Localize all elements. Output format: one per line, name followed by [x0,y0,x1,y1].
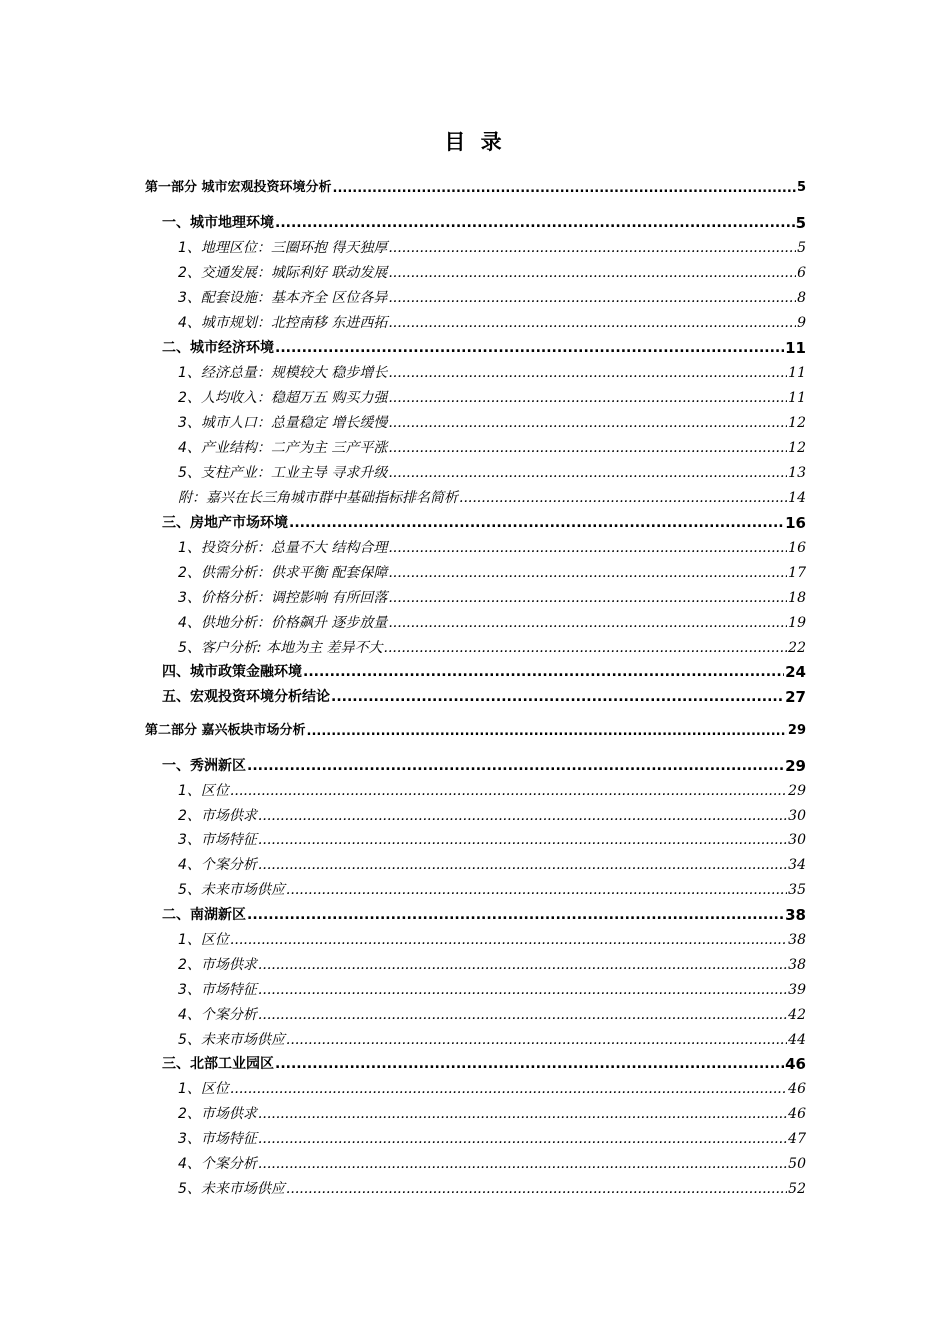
toc-page-number: 30 [788,832,806,848]
toc-dot-leader [388,438,787,458]
toc-page-number: 46 [788,1081,806,1097]
toc-entry-title: 2、市场供求 [178,1106,257,1122]
toc-entry-title: 1、地理区位：三圈环抱 得天独厚 [178,240,388,256]
toc-entry-title: 第一部分 城市宏观投资环境分析 [145,180,332,195]
toc-page-number: 12 [788,415,806,431]
toc-page-number: 39 [788,982,806,998]
toc-dot-leader [275,338,784,358]
toc-page-number: 29 [787,723,806,738]
toc-page-number: 11 [785,339,806,357]
toc-page-number: 16 [788,540,806,556]
toc-page-number: 9 [797,315,806,331]
toc-dot-leader [230,781,787,801]
toc-entry-title: 四、城市政策金融环境 [162,664,302,680]
toc-entry-title: 一、城市地理环境 [162,215,274,231]
toc-dot-leader [303,662,784,682]
toc-section-entry[interactable] [178,313,806,333]
toc-entry-title: 5、客户分析: 本地为主 差异不大 [178,640,383,656]
toc-chapter-entry[interactable] [162,756,806,776]
toc-entry-title: 三、房地产市场环境 [162,515,288,531]
toc-entry-title: 1、区位 [178,783,229,799]
toc-entry-title: 2、市场供求 [178,808,257,824]
toc-dot-leader [388,288,796,308]
toc-page-number: 17 [788,565,806,581]
toc-chapter-entry[interactable] [162,662,806,682]
toc-section-entry[interactable] [178,1104,806,1124]
toc-section-entry[interactable] [178,830,806,850]
toc-dot-leader [258,830,787,850]
toc-page-number: 42 [788,1007,806,1023]
toc-dot-leader [459,488,787,508]
toc-entry-title: 2、交通发展：城际利好 联动发展 [178,265,388,281]
toc-entry-title: 2、供需分析：供求平衡 配套保障 [178,565,388,581]
toc-dot-leader [307,721,787,741]
toc-section-entry[interactable] [178,806,806,826]
toc-chapter-entry[interactable] [162,687,806,707]
toc-dot-leader [286,1179,787,1199]
toc-section-entry[interactable] [178,1129,806,1149]
toc-section-entry[interactable] [178,1079,806,1099]
toc-entry-title: 5、未来市场供应 [178,882,285,898]
toc-page-number: 24 [785,663,806,681]
toc-dot-leader [230,930,787,950]
toc-dot-leader [388,538,787,558]
toc-part-entry[interactable] [145,178,806,198]
toc-section-entry[interactable] [178,930,806,950]
toc-entry-title: 1、区位 [178,932,229,948]
toc-page-number: 29 [785,757,806,775]
toc-dot-leader [247,905,784,925]
toc-section-entry[interactable] [178,1154,806,1174]
toc-dot-leader [331,687,784,707]
toc-entry-title: 5、未来市场供应 [178,1032,285,1048]
toc-dot-leader [388,588,787,608]
toc-dot-leader [275,213,795,233]
toc-entry-title: 4、个案分析 [178,857,257,873]
toc-entry-title: 5、支柱产业：工业主导 寻求升级 [178,465,388,481]
toc-page-number: 5 [795,214,806,232]
toc-dot-leader [258,1005,787,1025]
toc-section-entry[interactable] [178,781,806,801]
toc-entry-title: 2、市场供求 [178,957,257,973]
toc-chapter-entry[interactable] [162,513,806,533]
toc-section-entry[interactable] [178,238,806,258]
toc-chapter-entry[interactable] [162,1054,806,1074]
toc-page-number: 46 [785,1055,806,1073]
toc-dot-leader [258,1154,787,1174]
page-title: 目 录 [444,130,506,154]
toc-page-number: 11 [788,390,806,406]
toc-page-number: 29 [788,783,806,799]
toc-section-entry[interactable] [178,855,806,875]
toc-dot-leader [388,363,787,383]
toc-page-number: 5 [796,180,806,195]
toc-section-entry[interactable] [178,438,806,458]
toc-dot-leader [258,806,787,826]
toc-entry-title: 4、个案分析 [178,1007,257,1023]
toc-dot-leader [258,855,787,875]
toc-page-number: 34 [788,857,806,873]
toc-dot-leader [388,413,787,433]
toc-dot-leader [289,513,784,533]
toc-dot-leader [258,980,787,1000]
toc-entry-title: 3、市场特征 [178,1131,257,1147]
toc-section-entry[interactable] [178,463,806,483]
toc-section-entry[interactable] [178,413,806,433]
toc-entry-title: 2、人均收入：稳超万五 购买力强 [178,390,388,406]
toc-section-entry[interactable] [178,1179,806,1199]
toc-page-number: 22 [788,640,806,656]
toc-dot-leader [247,756,784,776]
toc-section-entry[interactable] [178,538,806,558]
toc-page-number: 12 [788,440,806,456]
toc-page-number: 5 [797,240,806,256]
toc-entry-title: 3、市场特征 [178,982,257,998]
toc-page-number: 6 [797,265,806,281]
toc-entry-title: 3、市场特征 [178,832,257,848]
toc-page-number: 19 [788,615,806,631]
toc-entry-title: 二、南湖新区 [162,907,246,923]
toc-entry-title: 1、投资分析：总量不大 结构合理 [178,540,388,556]
toc-page-number: 13 [788,465,806,481]
toc-chapter-entry[interactable] [162,338,806,358]
toc-entry-title: 三、北部工业园区 [162,1056,274,1072]
toc-section-entry[interactable] [178,263,806,283]
toc-section-entry[interactable] [178,880,806,900]
toc-entry-title: 二、城市经济环境 [162,340,274,356]
toc-part-entry[interactable] [145,721,806,741]
toc-section-entry[interactable] [178,363,806,383]
toc-dot-leader [388,613,787,633]
toc-dot-leader [388,313,796,333]
toc-dot-leader [388,238,796,258]
toc-entry-title: 3、配套设施：基本齐全 区位各异 [178,290,388,306]
toc-dot-leader [286,880,787,900]
toc-page-number: 35 [788,882,806,898]
toc-entry-title: 第二部分 嘉兴板块市场分析 [145,723,306,738]
toc-dot-leader [388,463,787,483]
toc-page-number: 38 [788,932,806,948]
toc-page-number: 38 [788,957,806,973]
toc-page-number: 47 [788,1131,806,1147]
toc-entry-title: 五、宏观投资环境分析结论 [162,689,330,705]
toc-entry-title: 附：嘉兴在长三角城市群中基础指标排名简析 [178,490,458,506]
toc-entry-title: 1、经济总量：规模较大 稳步增长 [178,365,388,381]
toc-section-entry[interactable] [178,1030,806,1050]
toc-section-entry[interactable] [178,980,806,1000]
toc-section-entry[interactable] [178,563,806,583]
toc-section-entry[interactable] [178,638,806,658]
toc-dot-leader [384,638,788,658]
toc-dot-leader [388,263,796,283]
toc-dot-leader [258,955,787,975]
toc-dot-leader [388,388,787,408]
toc-page-number: 38 [785,906,806,924]
toc-chapter-entry[interactable] [162,213,806,233]
toc-section-entry[interactable] [178,288,806,308]
toc-page-number: 27 [785,688,806,706]
toc-page-number: 11 [788,365,806,381]
toc-entry-title: 3、城市人口：总量稳定 增长缓慢 [178,415,388,431]
toc-section-entry[interactable] [178,613,806,633]
toc-page-number: 46 [788,1106,806,1122]
toc-page-number: 18 [788,590,806,606]
toc-entry-title: 3、价格分析：调控影响 有所回落 [178,590,388,606]
toc-entry-title: 1、区位 [178,1081,229,1097]
toc-entry-title: 4、城市规划：北控南移 东进西拓 [178,315,388,331]
toc-dot-leader [286,1030,787,1050]
toc-section-entry[interactable] [178,488,806,508]
toc-entry-title: 5、未来市场供应 [178,1181,285,1197]
toc-page-number: 52 [788,1181,806,1197]
toc-page-number: 30 [788,808,806,824]
toc-entry-title: 4、个案分析 [178,1156,257,1172]
toc-dot-leader [333,178,796,198]
toc-entry-title: 4、供地分析：价格飙升 逐步放量 [178,615,388,631]
toc-chapter-entry[interactable] [162,905,806,925]
toc-section-entry[interactable] [178,388,806,408]
toc-page-number: 44 [788,1032,806,1048]
toc-entry-title: 4、产业结构：二产为主 三产平涨 [178,440,388,456]
toc-entry-title: 一、秀洲新区 [162,758,246,774]
toc-page-number: 14 [788,490,806,506]
toc-dot-leader [258,1129,787,1149]
toc-section-entry[interactable] [178,955,806,975]
toc-dot-leader [258,1104,787,1124]
toc-section-entry[interactable] [178,1005,806,1025]
toc-dot-leader [230,1079,787,1099]
toc-page-number: 16 [785,514,806,532]
toc-dot-leader [275,1054,784,1074]
toc-page-number: 8 [797,290,806,306]
toc-page-number: 50 [788,1156,806,1172]
toc-dot-leader [388,563,787,583]
toc-section-entry[interactable] [178,588,806,608]
